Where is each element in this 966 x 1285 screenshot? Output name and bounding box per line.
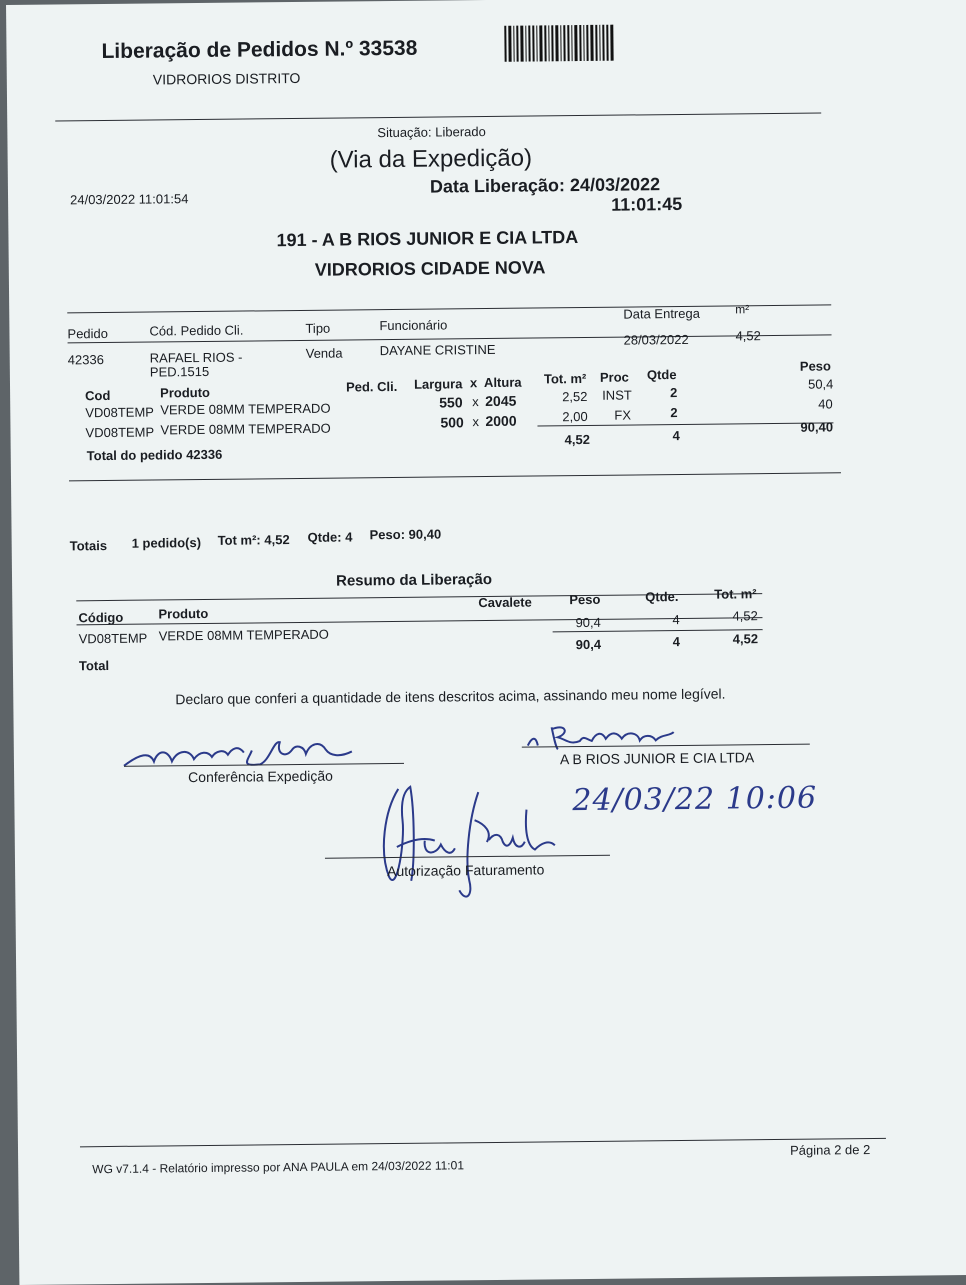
summary-col-peso: Peso [569, 591, 601, 608]
barcode [504, 25, 615, 62]
col-tipo: Tipo [305, 320, 331, 336]
col-funcionario: Funcionário [379, 317, 448, 334]
item-col-largura: Largura [413, 376, 463, 392]
summary-col-codigo: Código [78, 609, 124, 626]
item-col-produto: Produto [160, 384, 211, 401]
order-total-qtde: 4 [672, 427, 680, 444]
summary-title: Resumo da Liberação [335, 570, 493, 590]
order-table-bottom-line [69, 472, 841, 481]
item-peso: 50,4 [807, 376, 834, 392]
order-employee: DAYANE CRISTINE [379, 341, 496, 359]
summary-total-tot-m2: 4,52 [732, 631, 759, 647]
footer-divider [80, 1138, 886, 1147]
release-time: 11:01:45 [611, 193, 683, 215]
item-col-tot-m2: Tot. m² [543, 370, 587, 387]
conferencia-label: Conferência Expedição [188, 767, 333, 786]
item-col-qtde: Qtde [646, 367, 677, 383]
totals-qtde: Qtde: 4 [307, 529, 353, 545]
summary-total-qtde: 4 [672, 634, 681, 650]
totals-peso: Peso: 90,40 [369, 526, 442, 543]
summary-qtde: 4 [672, 612, 680, 628]
order-total-label: Total do pedido 42336 [86, 446, 223, 464]
item-col-proc: Proc [599, 369, 629, 385]
totals-m2: Tot m²: 4,52 [217, 532, 290, 548]
client-signature [522, 718, 682, 754]
totals-pedidos: 1 pedido(s) [131, 535, 202, 551]
autorizacao-label: Autorização Faturamento [387, 861, 545, 880]
order-total-m2: 4,52 [564, 431, 590, 448]
summary-peso: 90,4 [575, 614, 601, 631]
client-branch: VIDRORIOS CIDADE NOVA [314, 257, 546, 280]
item-altura: 2000 [485, 412, 517, 430]
summary-total-label: Total [78, 657, 110, 674]
item-largura: 500 [440, 414, 464, 431]
item-col-peso: Peso [799, 358, 832, 374]
item-qtde: 2 [670, 405, 678, 421]
autorizacao-signature [374, 779, 565, 905]
handwritten-date: 24/03/22 10:06 [572, 780, 818, 819]
item-x: x [472, 394, 479, 410]
item-altura: 2045 [485, 392, 517, 410]
summary-col-cavalete: Cavalete [478, 594, 532, 611]
page-number: Página 2 de 2 [789, 1142, 871, 1158]
summary-col-tot-m2: Tot. m² [714, 586, 757, 602]
col-data-entrega: Data Entrega [623, 305, 700, 322]
client-signature-label: A B RIOS JUNIOR E CIA LTDA [559, 749, 755, 768]
client-name: 191 - A B RIOS JUNIOR E CIA LTDA [276, 227, 579, 251]
summary-col-produto: Produto [158, 605, 209, 622]
order-delivery-date: 28/03/2022 [623, 331, 689, 348]
item-produto: VERDE 08MM TEMPERADO [160, 420, 331, 438]
col-pedido: Pedido [67, 325, 109, 342]
item-proc: INST [602, 387, 632, 403]
order-client-code-line1: RAFAEL RIOS - [149, 349, 243, 366]
order-total-peso: 90,40 [800, 419, 834, 435]
item-x: x [472, 414, 479, 430]
report-info: WG v7.1.4 - Relatório impresso por ANA PAULA em 24/03/2022 11:01 [92, 1158, 465, 1177]
item-tot-m2: 2,00 [562, 408, 588, 425]
copy-label: (Via da Expedição) [329, 144, 533, 174]
item-col-x: x [469, 375, 478, 391]
item-produto: VERDE 08MM TEMPERADO [160, 400, 331, 418]
item-col-ped-cli: Ped. Cli. [345, 378, 398, 395]
col-cod-cli: Cód. Pedido Cli. [149, 322, 244, 339]
item-qtde: 2 [670, 385, 678, 401]
item-cod: VD08TEMP [85, 404, 155, 421]
release-date: Data Liberação: 24/03/2022 [429, 174, 661, 197]
header-divider [55, 112, 821, 121]
summary-codigo: VD08TEMP [78, 630, 148, 647]
item-proc: FX [614, 407, 632, 423]
order-m2: 4,52 [735, 328, 761, 344]
document-page [6, 0, 966, 1285]
summary-tot-m2: 4,52 [732, 608, 758, 624]
item-col-altura: Altura [483, 374, 522, 391]
item-tot-m2: 2,52 [562, 388, 588, 405]
order-client-code-line2: PED.1515 [149, 363, 210, 380]
item-col-cod: Cod [85, 387, 111, 404]
item-largura: 550 [439, 394, 463, 411]
summary-produto: VERDE 08MM TEMPERADO [158, 626, 329, 644]
print-timestamp: 24/03/2022 11:01:54 [69, 191, 189, 208]
totals-label: Totais [69, 537, 108, 554]
order-type: Venda [305, 345, 343, 361]
order-table-top-line [67, 304, 831, 313]
col-m2: m² [735, 302, 750, 317]
summary-col-qtde: Qtde. [645, 589, 679, 605]
item-cod: VD08TEMP [85, 424, 155, 441]
item-peso: 40 [818, 396, 833, 412]
order-number: 42336 [67, 352, 104, 368]
status-label: Situação: Liberado [377, 124, 486, 141]
document-title: Liberação de Pedidos N.º 33538 [101, 36, 418, 64]
declaration-text: Declaro que conferi a quantidade de itens descritos acima, assinando meu nome legível. [175, 685, 726, 708]
company-name: VIDRORIOS DISTRITO [152, 69, 301, 88]
summary-total-peso: 90,4 [575, 636, 602, 653]
